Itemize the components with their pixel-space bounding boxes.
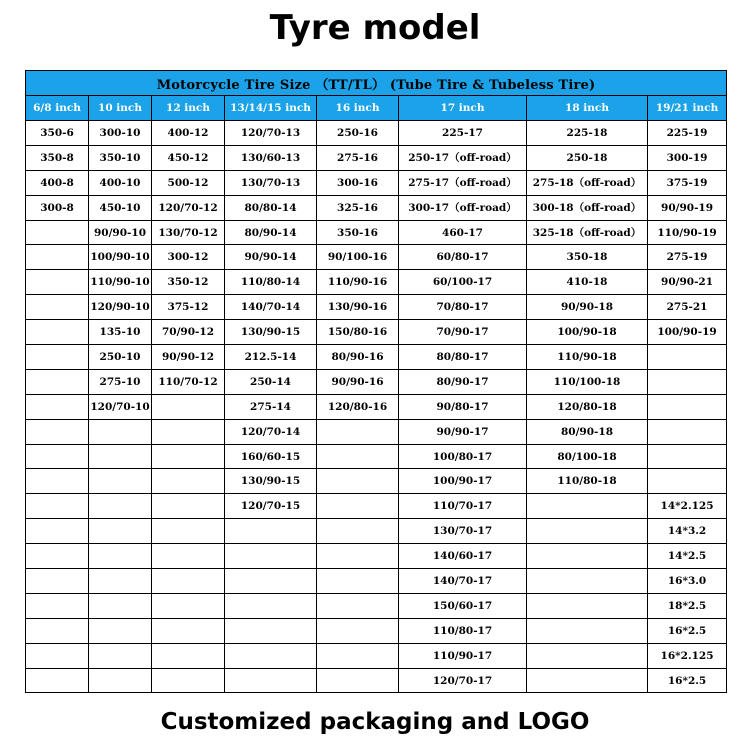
table-cell (225, 593, 317, 618)
table-cell (225, 519, 317, 544)
table-cell: 90/90-18 (527, 295, 648, 320)
table-cell: 300-10 (89, 121, 152, 146)
table-cell (317, 419, 399, 444)
table-cell: 70/80-17 (399, 295, 527, 320)
table-cell: 120/70-15 (225, 494, 317, 519)
table-cell: 300-8 (26, 195, 89, 220)
table-cell (152, 494, 225, 519)
table-cell: 18*2.5 (648, 593, 727, 618)
table-cell: 110/100-18 (527, 369, 648, 394)
table-cell (527, 494, 648, 519)
table-row (26, 320, 727, 345)
table-cell: 100/90-19 (648, 320, 727, 345)
table-cell: 110/90-10 (89, 270, 152, 295)
table-cell: 275-10 (89, 369, 152, 394)
table-cell: 100/80-17 (399, 444, 527, 469)
table-cell: 275-16 (317, 145, 399, 170)
table-cell: 90/90-21 (648, 270, 727, 295)
table-cell: 250-16 (317, 121, 399, 146)
table-cell: 460-17 (399, 220, 527, 245)
table-cell: 110/90-16 (317, 270, 399, 295)
table-cell (225, 569, 317, 594)
table-cell: 350-12 (152, 270, 225, 295)
table-cell: 110/80-14 (225, 270, 317, 295)
table-cell (648, 469, 727, 494)
table-cell (152, 544, 225, 569)
table-cell: 375-12 (152, 295, 225, 320)
table-row (26, 419, 727, 444)
table-row (26, 145, 727, 170)
table-row (26, 170, 727, 195)
table-cell (317, 444, 399, 469)
table-cell: 225-17 (399, 121, 527, 146)
table-cell (152, 419, 225, 444)
table-cell: 410-18 (527, 270, 648, 295)
table-row (26, 593, 727, 618)
table-cell (89, 494, 152, 519)
table-cell (26, 519, 89, 544)
table-cell: 225-19 (648, 121, 727, 146)
table-row (26, 444, 727, 469)
table-cell: 130/60-13 (225, 145, 317, 170)
table-cell: 80/90-16 (317, 345, 399, 370)
table-cell (89, 419, 152, 444)
table-cell: 350-16 (317, 220, 399, 245)
table-cell: 300-12 (152, 245, 225, 270)
table-cell (152, 618, 225, 643)
table-body (26, 121, 727, 693)
table-cell (527, 544, 648, 569)
table-cell: 275-21 (648, 295, 727, 320)
table-cell (152, 519, 225, 544)
table-cell: 90/90-17 (399, 419, 527, 444)
table-cell: 325-16 (317, 195, 399, 220)
table-cell (89, 544, 152, 569)
table-cell: 500-12 (152, 170, 225, 195)
table-cell: 110/70-17 (399, 494, 527, 519)
table-cell: 450-12 (152, 145, 225, 170)
table-cell (152, 569, 225, 594)
table-cell: 325-18（off-road） (527, 220, 648, 245)
table-cell: 100/90-18 (527, 320, 648, 345)
table-cell: 275-18（off-road） (527, 170, 648, 195)
table-cell (89, 593, 152, 618)
table-cell: 130/90-15 (225, 469, 317, 494)
table-row (26, 220, 727, 245)
column-header: 12 inch (152, 96, 225, 121)
table-cell (26, 618, 89, 643)
table-cell (89, 668, 152, 693)
footer-text: Customized packaging and LOGO (160, 709, 590, 735)
table-cell: 16*2.5 (648, 618, 727, 643)
table-cell (89, 469, 152, 494)
table-cell: 80/90-14 (225, 220, 317, 245)
table-cell: 275-19 (648, 245, 727, 270)
table-cell: 250-18 (527, 145, 648, 170)
table-cell: 120/80-16 (317, 394, 399, 419)
table-cell (26, 643, 89, 668)
table-cell (317, 469, 399, 494)
table-row (26, 394, 727, 419)
table-cell: 250-14 (225, 369, 317, 394)
table-cell: 150/80-16 (317, 320, 399, 345)
table-cell (26, 245, 89, 270)
table-cell (152, 469, 225, 494)
column-header: 19/21 inch (648, 96, 727, 121)
table-cell: 300-19 (648, 145, 727, 170)
table-cell: 60/80-17 (399, 245, 527, 270)
table-cell (152, 394, 225, 419)
table-cell (152, 593, 225, 618)
table-row (26, 295, 727, 320)
table-cell (152, 444, 225, 469)
table-row (26, 618, 727, 643)
table-cell: 300-18（off-road） (527, 195, 648, 220)
table-cell: 14*2.5 (648, 544, 727, 569)
table-cell (89, 643, 152, 668)
table-cell: 130/70-13 (225, 170, 317, 195)
table-cell: 110/70-12 (152, 369, 225, 394)
table-cell (317, 519, 399, 544)
table-cell (26, 320, 89, 345)
table-cell: 300-17（off-road） (399, 195, 527, 220)
table-cell (317, 544, 399, 569)
table-cell (26, 419, 89, 444)
table-cell: 275-14 (225, 394, 317, 419)
table-cell (527, 593, 648, 618)
table-cell: 110/80-18 (527, 469, 648, 494)
table-cell: 150/60-17 (399, 593, 527, 618)
table-cell: 100/90-10 (89, 245, 152, 270)
table-row (26, 668, 727, 693)
column-header: 6/8 inch (26, 96, 89, 121)
column-header: 18 inch (527, 96, 648, 121)
table-row (26, 519, 727, 544)
table-cell: 135-10 (89, 320, 152, 345)
table-cell: 90/100-16 (317, 245, 399, 270)
table-cell (26, 593, 89, 618)
table-cell (26, 494, 89, 519)
table-cell: 130/70-12 (152, 220, 225, 245)
table-row (26, 469, 727, 494)
table-cell: 450-10 (89, 195, 152, 220)
table-row (26, 195, 727, 220)
table-cell: 80/90-17 (399, 369, 527, 394)
table-cell: 60/100-17 (399, 270, 527, 295)
table-cell: 110/80-17 (399, 618, 527, 643)
table-cell: 120/70-17 (399, 668, 527, 693)
table-cell (648, 419, 727, 444)
table-row (26, 121, 727, 146)
table-cell: 120/70-13 (225, 121, 317, 146)
table-cell: 250-10 (89, 345, 152, 370)
table-cell: 275-17（off-road） (399, 170, 527, 195)
table-cell: 350-6 (26, 121, 89, 146)
table-cell: 90/90-19 (648, 195, 727, 220)
table-cell (152, 643, 225, 668)
column-header: 17 inch (399, 96, 527, 121)
table-cell: 110/90-17 (399, 643, 527, 668)
table-row (26, 544, 727, 569)
table-cell (317, 593, 399, 618)
table-cell: 212.5-14 (225, 345, 317, 370)
table-cell: 120/70-12 (152, 195, 225, 220)
table-row (26, 245, 727, 270)
table-row (26, 345, 727, 370)
table-cell: 350-18 (527, 245, 648, 270)
table-cell: 14*2.125 (648, 494, 727, 519)
table-cell (26, 270, 89, 295)
table-cell (225, 643, 317, 668)
table-cell (89, 569, 152, 594)
table-cell (527, 668, 648, 693)
table-cell: 130/90-16 (317, 295, 399, 320)
table-cell: 130/70-17 (399, 519, 527, 544)
table-cell (26, 295, 89, 320)
table-cell: 16*2.125 (648, 643, 727, 668)
table-cell (648, 444, 727, 469)
table-cell: 300-16 (317, 170, 399, 195)
table-cell: 225-18 (527, 121, 648, 146)
table-cell: 140/60-17 (399, 544, 527, 569)
table-cell (89, 519, 152, 544)
table-cell (26, 569, 89, 594)
table-cell (225, 618, 317, 643)
table-cell: 120/70-10 (89, 394, 152, 419)
table-row (26, 569, 727, 594)
table-cell (317, 668, 399, 693)
table-cell: 90/90-16 (317, 369, 399, 394)
table-cell (26, 345, 89, 370)
table-cell (648, 394, 727, 419)
table-cell (527, 618, 648, 643)
table-cell: 16*3.0 (648, 569, 727, 594)
table-cell (26, 220, 89, 245)
table-cell: 80/80-14 (225, 195, 317, 220)
table-cell: 70/90-17 (399, 320, 527, 345)
table-row (26, 494, 727, 519)
table-cell: 90/90-14 (225, 245, 317, 270)
table-caption-row (26, 71, 727, 96)
table-cell: 90/80-17 (399, 394, 527, 419)
table-cell (152, 668, 225, 693)
table-cell: 400-8 (26, 170, 89, 195)
table-cell: 110/90-19 (648, 220, 727, 245)
table-cell: 110/90-18 (527, 345, 648, 370)
table-cell (26, 668, 89, 693)
table-cell: 120/90-10 (89, 295, 152, 320)
table-cell (317, 618, 399, 643)
table-cell (527, 643, 648, 668)
table-cell (317, 569, 399, 594)
page-title: Tyre model (269, 8, 481, 48)
table-row (26, 369, 727, 394)
table-cell (648, 369, 727, 394)
table-cell (26, 469, 89, 494)
table-cell: 14*3.2 (648, 519, 727, 544)
table-cell (26, 544, 89, 569)
table-cell (89, 444, 152, 469)
table-cell: 100/90-17 (399, 469, 527, 494)
table-cell: 80/80-17 (399, 345, 527, 370)
table-cell: 140/70-14 (225, 295, 317, 320)
table-cell (317, 643, 399, 668)
table-cell: 140/70-17 (399, 569, 527, 594)
table-row (26, 270, 727, 295)
table-cell: 120/80-18 (527, 394, 648, 419)
table-cell: 80/90-18 (527, 419, 648, 444)
table-cell (648, 345, 727, 370)
table-cell: 375-19 (648, 170, 727, 195)
table-cell: 350-8 (26, 145, 89, 170)
column-header: 16 inch (317, 96, 399, 121)
column-header: 13/14/15 inch (225, 96, 317, 121)
table-cell (89, 618, 152, 643)
table-cell (26, 394, 89, 419)
table-header-row (26, 96, 727, 121)
table-caption: Motorcycle Tire Size （TT/TL） (Tube Tire & Tubeless Tire) (26, 71, 727, 96)
table-cell: 90/90-10 (89, 220, 152, 245)
table-cell (317, 494, 399, 519)
table-cell: 350-10 (89, 145, 152, 170)
column-header: 10 inch (89, 96, 152, 121)
table-cell: 120/70-14 (225, 419, 317, 444)
table-cell (26, 369, 89, 394)
table-cell (225, 544, 317, 569)
table-cell: 130/90-15 (225, 320, 317, 345)
table-cell (225, 668, 317, 693)
table-cell: 16*2.5 (648, 668, 727, 693)
table-cell (26, 444, 89, 469)
table-cell (527, 519, 648, 544)
table-cell: 90/90-12 (152, 345, 225, 370)
table-cell: 250-17（off-road） (399, 145, 527, 170)
table-cell: 160/60-15 (225, 444, 317, 469)
table-cell: 400-12 (152, 121, 225, 146)
tire-size-table (25, 70, 727, 693)
table-cell: 400-10 (89, 170, 152, 195)
table-cell: 80/100-18 (527, 444, 648, 469)
table-cell: 70/90-12 (152, 320, 225, 345)
table-row (26, 643, 727, 668)
table-cell (527, 569, 648, 594)
